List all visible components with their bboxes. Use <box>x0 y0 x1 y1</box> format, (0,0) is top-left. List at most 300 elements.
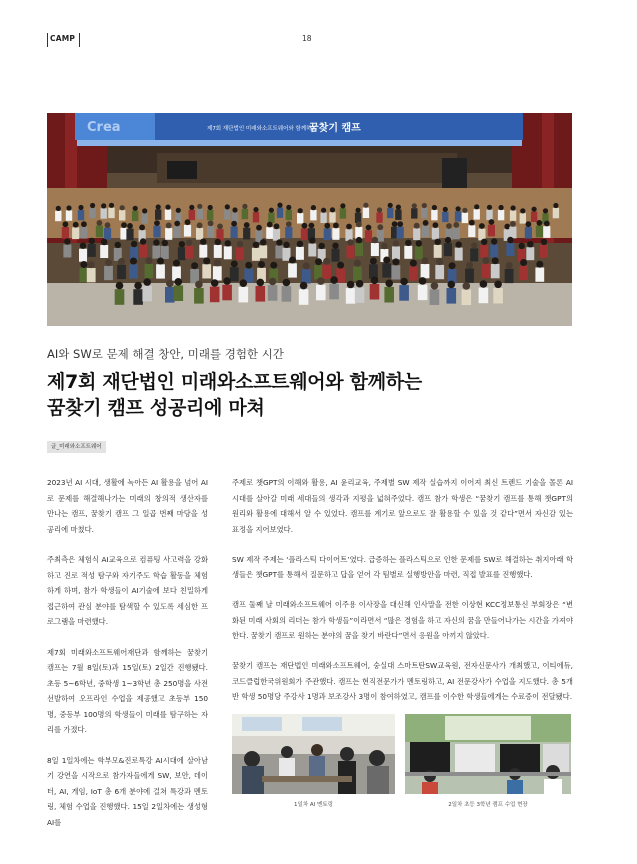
person-head <box>383 257 390 264</box>
person-body <box>536 226 543 238</box>
paragraph: 제7회 미래와소프트웨어재단과 함께하는 꿈찾기 캠프는 7월 8일(토)과 15일(토) 2일간 진행됐다. 초등 5~6학년, 중학생 1~3학년 총 250명을 사전 선발하여 오프라인 수업을 제공했고 초등부 150명, 중등부 100명의 학생들이 미래를 탐구하는 자리를 가졌다. <box>47 647 208 734</box>
person-body <box>185 246 193 259</box>
person-body <box>355 213 361 223</box>
person-head <box>410 260 417 267</box>
person-head <box>487 205 492 210</box>
person-head <box>139 225 145 231</box>
person-body <box>314 265 323 279</box>
person-head <box>309 237 315 243</box>
person-body <box>387 208 393 218</box>
person-head <box>208 205 213 210</box>
person-head <box>134 282 142 290</box>
person-body <box>256 286 266 302</box>
person-head <box>179 241 185 247</box>
person-head <box>121 222 127 228</box>
person-body <box>329 212 335 222</box>
person-body <box>165 287 175 303</box>
person-head <box>231 221 237 227</box>
person-head <box>319 243 325 249</box>
person-head <box>176 208 181 213</box>
article-kicker: AI와 SW로 문제 해결 창안, 미래를 경험한 시간 <box>47 347 284 361</box>
person-body <box>301 228 308 240</box>
person-head <box>88 261 95 268</box>
person-head <box>507 237 513 243</box>
person-head <box>423 220 429 226</box>
person-body <box>285 227 292 239</box>
person-head <box>80 261 87 268</box>
person-body <box>243 228 250 240</box>
person-head <box>448 281 456 289</box>
person-body <box>194 288 204 304</box>
person-head <box>101 203 106 208</box>
person-head <box>191 262 198 269</box>
person-body <box>302 269 311 283</box>
person-head <box>323 258 330 265</box>
person-head <box>165 205 170 210</box>
person-head <box>537 220 543 226</box>
person-head <box>257 279 265 287</box>
person-head <box>446 223 452 229</box>
person-body <box>470 248 478 261</box>
person-body <box>259 245 267 258</box>
person-head <box>356 221 362 227</box>
person-head <box>256 225 262 231</box>
person-head <box>392 221 398 227</box>
person-body <box>455 211 461 221</box>
person-body <box>275 246 283 259</box>
person-body <box>165 210 171 220</box>
person-body <box>465 269 474 283</box>
person-head <box>433 222 439 228</box>
person-head <box>90 203 95 208</box>
person-body <box>231 226 238 238</box>
person-body <box>320 213 326 223</box>
person-head <box>283 279 291 287</box>
person-head <box>506 262 513 269</box>
article-title <box>47 369 572 421</box>
person-body <box>308 244 316 257</box>
person-head <box>214 259 221 266</box>
person-body <box>413 228 420 240</box>
person-head <box>258 261 265 268</box>
person-head <box>443 207 448 212</box>
person-body <box>520 213 526 223</box>
person-head <box>544 221 550 227</box>
person-head <box>456 206 461 211</box>
person-head <box>463 282 471 290</box>
person-body <box>104 266 113 280</box>
person-body <box>453 228 460 240</box>
person-head <box>432 205 437 210</box>
person-body <box>268 213 274 223</box>
person-head <box>405 240 411 246</box>
person-head <box>422 257 429 264</box>
person-head <box>105 259 112 266</box>
person-body <box>365 230 372 242</box>
person-head <box>377 207 382 212</box>
person-body <box>444 243 452 256</box>
person-head <box>456 241 462 247</box>
person-body <box>498 210 504 220</box>
person-body <box>345 229 352 241</box>
person-head <box>354 260 361 267</box>
paragraph: 8일 1일차에는 학부모&진로특강 AI시대에 살아남기 강연을 시작으로 참가자들에게 SW, 보안, 데이터, AI, 게임, IoT 총 6개 분야에 걸쳐 특강과 멘토링, 체험 수업을 진행했다. 15일 2일차에는 생성형 AI를 <box>47 755 208 827</box>
person-body <box>156 264 165 278</box>
person-head <box>118 258 125 265</box>
person-head <box>520 208 525 213</box>
person-body <box>197 209 203 219</box>
person-body <box>242 209 248 219</box>
person-body <box>224 209 230 219</box>
person-head <box>481 239 487 245</box>
person-head <box>269 278 277 286</box>
person-head <box>245 262 252 269</box>
person-body <box>199 245 207 258</box>
person-head <box>337 262 344 269</box>
person-body <box>506 243 514 256</box>
person-body <box>273 229 280 241</box>
person-head <box>494 281 502 289</box>
person-head <box>436 258 443 265</box>
person-head <box>302 223 308 229</box>
person-body <box>491 264 500 278</box>
person-head <box>385 280 393 288</box>
person-head <box>363 203 368 208</box>
person-head <box>479 223 485 229</box>
person-body <box>268 285 278 301</box>
person-body <box>296 247 304 260</box>
person-head <box>162 240 168 246</box>
person-head <box>372 237 378 243</box>
paragraph: 캠프 둘째 날 미래와소프트웨어 이주용 이사장을 대신해 인사말을 전한 이상현 KCC정보통신 부회장은 “변화된 미래 사회의 리더는 참가 학생들”이라면서 “많은 경험을 하고 자신의 꿈을 만들어나가는 시간을 가져야 한다. 꿈찾기 캠프로 원하는 분야의 꿈을 찾기 바란다”면서 응원을 아끼지 않았다. <box>232 600 573 640</box>
person-head <box>175 278 183 286</box>
person-body <box>288 263 297 277</box>
person-body <box>322 265 331 279</box>
person-body <box>96 226 103 238</box>
person-head <box>416 240 422 246</box>
person-head <box>510 221 516 227</box>
person-body <box>468 225 475 237</box>
person-head <box>244 222 250 228</box>
person-body <box>525 227 532 239</box>
person-body <box>526 247 534 260</box>
person-body <box>108 208 114 218</box>
person-body <box>421 264 430 278</box>
person-body <box>189 210 195 220</box>
person-head <box>269 208 274 213</box>
person-head <box>133 206 138 211</box>
person-head <box>283 242 289 248</box>
person-body <box>442 212 448 222</box>
person-body <box>253 212 259 222</box>
article-column-right <box>232 475 573 719</box>
person-head <box>215 239 221 245</box>
paragraph: 2023년 AI 시대, 생활에 녹아든 AI 활용을 넘어 AI로 문제를 해결해나가는 미래의 창의적 생산자를 만나는 캠프, 꿈찾기 캠프 그 일곱 번째 마당을 성공리에 마쳤다. <box>47 478 208 534</box>
person-head <box>347 239 353 245</box>
person-head <box>297 241 303 247</box>
person-head <box>140 238 146 244</box>
person-head <box>260 239 266 245</box>
person-body <box>145 264 154 278</box>
person-head <box>511 205 516 210</box>
person-body <box>133 289 143 305</box>
person-head <box>381 243 387 249</box>
person-head <box>232 207 237 212</box>
person-head <box>153 239 159 245</box>
person-head <box>225 204 230 209</box>
person-head <box>217 224 223 230</box>
person-head <box>388 203 393 208</box>
person-body <box>395 210 401 220</box>
person-head <box>400 278 408 286</box>
person-body <box>376 212 382 222</box>
person-body <box>87 268 96 282</box>
person-body <box>132 211 138 221</box>
person-body <box>332 228 339 240</box>
person-body <box>531 212 537 222</box>
person-head <box>315 258 322 265</box>
person-head <box>435 239 441 245</box>
photo-ai-mentoring <box>232 714 395 794</box>
person-body <box>104 228 111 240</box>
person-body <box>174 285 184 301</box>
person-body <box>486 210 492 220</box>
person-head <box>489 219 495 225</box>
person-head <box>101 239 107 245</box>
person-head <box>78 205 83 210</box>
person-head <box>371 277 379 285</box>
person-head <box>197 204 202 209</box>
person-body <box>66 210 72 220</box>
person-body <box>252 248 260 261</box>
person-head <box>431 282 439 290</box>
person-head <box>347 281 355 289</box>
person-body <box>371 243 379 256</box>
person-body <box>543 226 550 238</box>
person-body <box>207 210 213 220</box>
person-body <box>222 285 232 301</box>
person-head <box>253 207 258 212</box>
person-body <box>462 213 468 223</box>
person-body <box>474 209 480 219</box>
person-head <box>237 241 243 247</box>
person-body <box>89 208 95 218</box>
person-body <box>55 211 61 221</box>
person-body <box>101 208 107 218</box>
person-body <box>142 213 148 223</box>
person-body <box>79 249 87 262</box>
person-head <box>277 203 282 208</box>
person-head <box>370 258 377 265</box>
person-body <box>119 210 125 220</box>
person-head <box>553 203 558 208</box>
person-body <box>418 285 428 301</box>
person-head <box>393 240 399 246</box>
person-head <box>270 262 277 269</box>
person-head <box>330 207 335 212</box>
person-head <box>127 223 133 229</box>
person-body <box>210 287 220 303</box>
person-body <box>369 264 378 278</box>
person-head <box>356 237 362 243</box>
person-head <box>145 257 152 264</box>
person-head <box>81 221 87 227</box>
person-body <box>165 228 172 240</box>
person-head <box>142 208 147 213</box>
person-head <box>303 262 310 269</box>
person-head <box>366 225 372 231</box>
person-head <box>80 243 86 249</box>
person-body <box>363 208 369 218</box>
person-head <box>526 221 532 227</box>
person-body <box>236 247 244 260</box>
person-head <box>186 240 192 246</box>
person-body <box>434 245 442 258</box>
person-body <box>78 210 84 220</box>
person-body <box>142 286 152 302</box>
paragraph: SW 제작 주제는 ‘플라스틱 다이어트’였다. 급증하는 플라스틱으로 인한 문제를 SW로 해결하는 취지아래 학생들은 챗GPT를 통해서 질문하고 답을 얻어 각 팀별로 실행방안을 마련, 직접 발표를 진행했다. <box>232 554 573 579</box>
person-head <box>340 203 345 208</box>
person-head <box>131 241 137 247</box>
person-head <box>195 281 203 289</box>
person-body <box>340 208 346 218</box>
person-head <box>377 224 383 230</box>
person-body <box>404 246 412 259</box>
article-title-line: 제7회 재단법인 미래와소프트웨어와 함께하는 <box>47 371 422 393</box>
person-head <box>519 243 525 249</box>
person-body <box>207 226 214 238</box>
photo-caption: 2일차 초등 3학년 캠프 수업 현장 <box>448 802 528 808</box>
person-body <box>347 245 355 258</box>
person-body <box>510 210 516 220</box>
person-body <box>282 286 292 302</box>
person-head <box>203 257 210 264</box>
person-head <box>166 223 172 229</box>
person-head <box>541 239 547 245</box>
person-head <box>64 238 70 244</box>
person-body <box>277 208 283 218</box>
person-body <box>490 245 498 258</box>
person-body <box>196 228 203 240</box>
person-head <box>173 260 180 267</box>
person-body <box>505 269 514 283</box>
person-head <box>56 206 61 211</box>
person-body <box>353 267 362 281</box>
person-body <box>329 284 339 300</box>
person-head <box>289 257 296 264</box>
person-head <box>267 222 273 228</box>
person-body <box>286 210 292 220</box>
person-body <box>370 284 380 300</box>
person-body <box>392 246 400 259</box>
person-head <box>330 276 338 284</box>
person-head <box>276 239 282 245</box>
person-body <box>409 266 418 280</box>
person-body <box>519 266 528 280</box>
person-head <box>499 205 504 210</box>
person-head <box>156 204 161 209</box>
person-body <box>174 226 181 238</box>
person-head <box>396 205 401 210</box>
person-body <box>155 209 161 219</box>
person-head <box>223 277 231 285</box>
person-body <box>310 210 316 220</box>
person-head <box>412 203 417 208</box>
person-head <box>536 261 543 268</box>
person-body <box>230 267 239 281</box>
person-head <box>174 221 180 227</box>
person-body <box>355 287 365 303</box>
person-body <box>415 246 423 259</box>
person-body <box>355 243 363 256</box>
person-body <box>62 227 69 239</box>
person-head <box>469 220 475 226</box>
person-head <box>105 222 111 228</box>
person-body <box>299 289 309 305</box>
person-head <box>356 208 361 213</box>
person-head <box>189 205 194 210</box>
person-head <box>527 241 533 247</box>
person-head <box>242 204 247 209</box>
person-head <box>445 237 451 243</box>
person-head <box>286 221 292 227</box>
photo-caption: 1일차 AI 멘토링 <box>294 802 333 808</box>
person-body <box>100 245 108 258</box>
person-head <box>240 279 248 287</box>
banner-subtitle: 제7회 재단법인 미래와소프트웨어와 함께하는 <box>207 126 317 132</box>
person-head <box>321 208 326 213</box>
person-body <box>397 227 404 239</box>
person-body <box>316 285 326 301</box>
person-body <box>126 229 133 241</box>
person-head <box>482 257 489 264</box>
person-body <box>455 248 463 261</box>
person-head <box>471 242 477 248</box>
person-head <box>109 203 114 208</box>
person-body <box>392 265 401 279</box>
person-head <box>532 207 537 212</box>
person-body <box>493 288 503 304</box>
person-head <box>97 220 103 226</box>
person-body <box>88 244 96 257</box>
person-head <box>346 224 352 230</box>
person-head <box>356 280 364 288</box>
person-body <box>239 287 249 303</box>
person-head <box>419 277 427 285</box>
person-body <box>213 266 222 280</box>
person-head <box>466 262 473 269</box>
person-body <box>430 289 440 305</box>
person-body <box>422 226 429 238</box>
person-head <box>453 222 459 228</box>
page-number: 18 <box>302 34 312 43</box>
person-body <box>482 264 491 278</box>
person-head <box>392 258 399 265</box>
person-body <box>324 228 331 240</box>
paragraph: 주제로 챗GPT의 이해와 활용, AI 윤리교육, 주제별 SW 제작 실습까지 이어져 최신 트렌드 기술을 몰론 AI 시대를 살아갈 미래 세대들의 생각과 지평을 넓혀주었다. 캠프 참가 학생은 “꿈찾기 캠프를 통해 챗GPT의 원리와 활용에 대해서 알 수 있었다. 캠프를 계기로 앞으로도 잘 활용할 수 있을 것 같다”면서 자신감 있는 표정을 지어보였다. <box>232 478 573 534</box>
person-head <box>208 220 214 226</box>
person-body <box>384 287 394 303</box>
person-body <box>479 288 489 304</box>
person-head <box>332 243 338 249</box>
person-head <box>414 223 420 229</box>
person-head <box>492 257 499 264</box>
person-head <box>311 205 316 210</box>
person-body <box>202 264 211 278</box>
person-head <box>225 240 231 246</box>
person-body <box>447 288 457 304</box>
person-body <box>214 245 222 258</box>
